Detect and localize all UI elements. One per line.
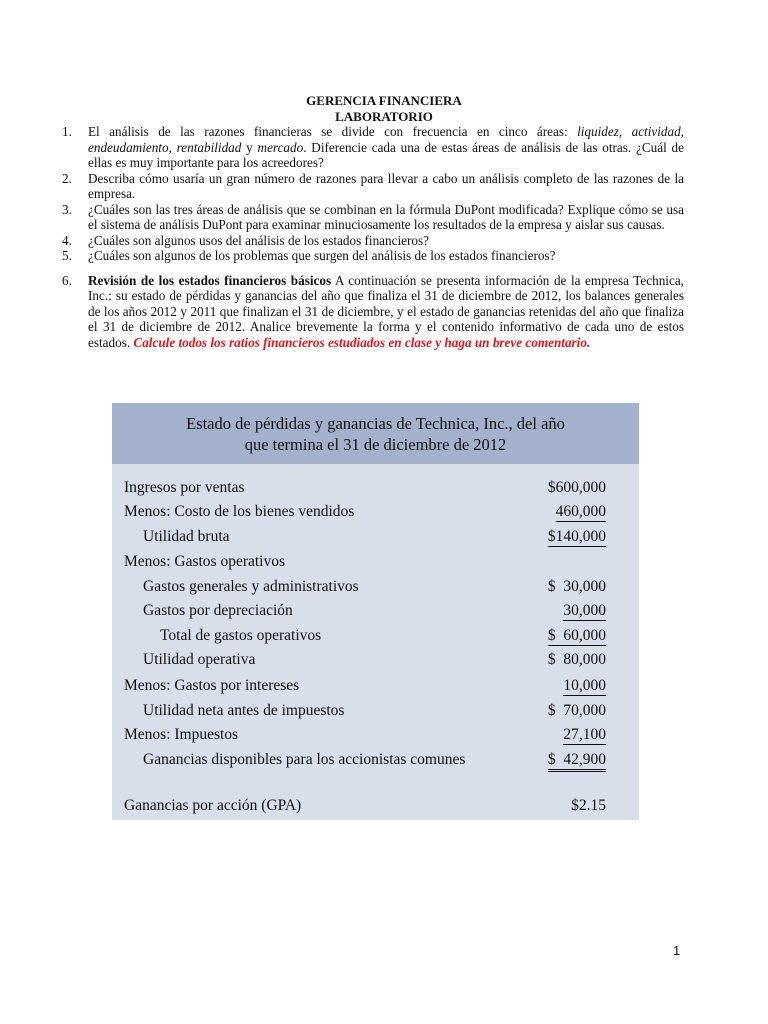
statement-row	[112, 677, 639, 699]
row-amount: $ 70,000	[547, 702, 606, 719]
question-number: 1.	[62, 124, 72, 139]
question-text: ¿Cuáles son algunos de los problemas que surgen del análisis de los estados financieros?	[88, 248, 556, 263]
question-red-instruction: Calcule todos los ratios financieros estudiados en clase y haga un breve comentario.	[133, 334, 591, 350]
document-subtitle: LABORATORIO	[335, 109, 433, 124]
row-amount: $ 42,900	[548, 751, 606, 772]
question-text: Describa cómo usaría un gran número de razones para llevar a cabo un análisis completo de las razones de la empresa.	[88, 170, 684, 201]
question-text: ¿Cuáles son algunos usos del análisis de los estados financieros?	[88, 232, 429, 248]
question-item	[62, 272, 684, 351]
question-areas: liquidez, actividad, endeudamiento, rentabilidad	[88, 124, 684, 155]
income-statement-title: Estado de pérdidas y ganancias de Technica, Inc., del año	[186, 414, 565, 433]
question-bold-lead: Revisión de los estados financieros básicos	[88, 272, 332, 288]
row-amount: $140,000	[547, 528, 606, 545]
row-amount: 460,000	[555, 503, 606, 520]
question-item	[62, 170, 684, 202]
question-number: 3.	[62, 201, 72, 217]
question-item	[62, 201, 684, 233]
question-number: 4.	[62, 232, 72, 248]
statement-row	[112, 751, 639, 773]
row-amount: $ 60,000	[547, 627, 606, 644]
row-label: Utilidad operativa	[143, 651, 256, 668]
statement-row	[112, 578, 639, 600]
statement-row	[112, 627, 639, 649]
row-label: Menos: Costo de los bienes vendidos	[124, 503, 355, 520]
page-number: 1	[673, 943, 681, 958]
income-statement-header	[112, 403, 639, 464]
row-label: Ganancias por acción (GPA)	[124, 797, 302, 814]
question-number: 5.	[62, 248, 72, 263]
question-number: 6.	[62, 272, 72, 288]
row-label: Gastos generales y administrativos	[143, 578, 359, 595]
question-connector: y	[241, 139, 258, 155]
statement-row	[112, 702, 639, 724]
question-number: 2.	[62, 170, 72, 186]
question-text: A continuación se presenta información de la empresa Technica, Inc.: su estado de pérdidas y ganancias del año que finaliza el 31 de diciembre de 2012, los balances generales de los años 2012 y 2011 que finalizan el 31 de diciembre, y el estado de ganancias retenidas del año que finaliza el 31 de diciembre de 2012. Analice brevemente la forma y el contenido informativo de cada uno de estos estados.	[88, 272, 684, 350]
income-statement-title-line2: que termina el 31 de diciembre de 2012	[244, 435, 507, 454]
statement-row	[112, 503, 639, 525]
question-list	[62, 124, 684, 350]
row-label: Total de gastos operativos	[160, 627, 322, 644]
question-text: ¿Cuáles son las tres áreas de análisis que se combinan en la fórmula DuPont modificada? Explique cómo se usa el sistema de análisis DuPont para examinar minuciosamente los resultados de la empresa y aislar sus causas.	[88, 201, 684, 232]
question-item	[62, 248, 684, 264]
row-label: Utilidad bruta	[143, 528, 230, 545]
question-item	[62, 124, 684, 171]
question-area-last: mercado	[257, 139, 304, 155]
statement-row	[112, 479, 639, 501]
income-statement-table	[112, 403, 639, 820]
document-title: GERENCIA FINANCIERA	[306, 93, 462, 108]
row-label: Utilidad neta antes de impuestos	[143, 702, 345, 719]
statement-row	[112, 797, 639, 819]
row-label: Ganancias disponibles para los accionistas comunes	[143, 751, 466, 768]
row-amount: $600,000	[547, 479, 606, 496]
statement-row	[112, 528, 639, 550]
row-amount: 27,100	[563, 726, 606, 743]
row-amount: $ 30,000	[547, 578, 606, 595]
statement-row	[112, 726, 639, 748]
row-amount: $ 80,000	[547, 651, 606, 668]
statement-row	[112, 602, 639, 624]
statement-row	[112, 651, 639, 673]
row-label: Menos: Gastos operativos	[124, 553, 286, 570]
row-amount: $2.15	[571, 797, 606, 814]
row-label: Gastos por depreciación	[143, 602, 293, 619]
row-label: Menos: Gastos por intereses	[124, 677, 300, 694]
question-text-end: . Diferencie cada una de estas áreas de análisis de las otras. ¿Cuál de ellas es muy importante para los acreedores?	[88, 139, 684, 170]
row-amount: 10,000	[563, 677, 606, 694]
row-label: Ingresos por ventas	[124, 479, 245, 496]
row-amount: 30,000	[563, 602, 606, 619]
row-label: Menos: Impuestos	[124, 726, 239, 743]
statement-row	[112, 553, 639, 575]
question-item	[62, 232, 684, 249]
question-text: El análisis de las razones financieras se divide con frecuencia en cinco áreas:	[88, 124, 578, 139]
